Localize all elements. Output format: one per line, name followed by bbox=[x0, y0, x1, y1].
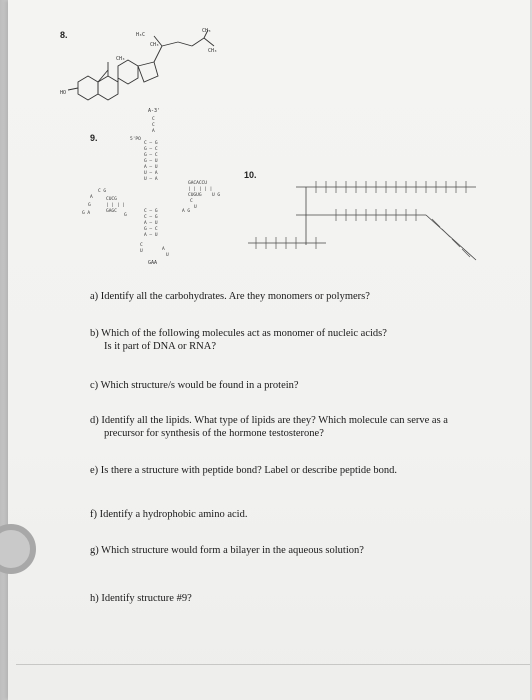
svg-text:A — U: A — U bbox=[144, 221, 158, 226]
worksheet-page bbox=[8, 0, 530, 700]
svg-text:A: A bbox=[152, 129, 155, 134]
svg-text:CUCG: CUCG bbox=[106, 197, 117, 202]
svg-text:G — C: G — C bbox=[144, 147, 158, 152]
svg-text:C: C bbox=[152, 123, 155, 128]
svg-text:C — G: C — G bbox=[144, 215, 158, 220]
question-d: d) Identify all the lipids. What type of lipids are they? Which molecule can serve as a precursor for synthesis of the hormone testosterone? bbox=[90, 415, 448, 439]
svg-text:C — G: C — G bbox=[144, 141, 158, 146]
svg-text:U G: U G bbox=[212, 193, 221, 198]
svg-text:U: U bbox=[140, 249, 143, 254]
page-edge bbox=[0, 0, 8, 700]
question-h: h) Identify structure #9? bbox=[90, 593, 192, 604]
svg-text:U — A: U — A bbox=[144, 177, 158, 182]
svg-text:A G: A G bbox=[182, 209, 191, 214]
phospholipid-structure bbox=[236, 175, 486, 275]
svg-text:U — A: U — A bbox=[144, 171, 158, 176]
svg-text:G — C: G — C bbox=[144, 227, 158, 232]
trna-structure bbox=[78, 100, 228, 280]
label-ch3-top: CH₃ bbox=[150, 42, 160, 48]
svg-text:A: A bbox=[90, 195, 93, 200]
page-bottom-rule bbox=[16, 664, 530, 665]
svg-text:U: U bbox=[166, 253, 169, 258]
question-f: f) Identify a hydrophobic amino acid. bbox=[90, 509, 248, 520]
svg-text:CUGUG: CUGUG bbox=[188, 193, 202, 198]
question-g: g) Which structure would form a bilayer in the aqueous solution? bbox=[90, 545, 364, 556]
svg-text:G A: G A bbox=[82, 211, 91, 216]
svg-text:C: C bbox=[140, 243, 143, 248]
svg-text:| | | | |: | | | | | bbox=[188, 187, 213, 192]
svg-text:G — U: G — U bbox=[144, 159, 158, 164]
label-ho: HO bbox=[60, 90, 67, 96]
svg-text:G — C: G — C bbox=[144, 153, 158, 158]
svg-text:C G: C G bbox=[98, 189, 107, 194]
label-h3c: H₃C bbox=[136, 32, 146, 38]
label-ch3-right: CH₃ bbox=[202, 28, 212, 34]
steroid-structure bbox=[58, 24, 238, 104]
svg-text:G: G bbox=[124, 213, 127, 218]
question-c: c) Which structure/s would be found in a protein? bbox=[90, 380, 299, 391]
figure-number-8: 8. bbox=[60, 30, 68, 40]
svg-text:C: C bbox=[152, 117, 155, 122]
label-five-prime: 5'PO bbox=[130, 137, 141, 142]
svg-text:A — U: A — U bbox=[144, 165, 158, 170]
svg-text:A — U: A — U bbox=[144, 233, 158, 238]
svg-text:U: U bbox=[194, 205, 197, 210]
label-ch3-far: CH₃ bbox=[208, 48, 218, 54]
question-b: b) Which of the following molecules act as monomer of nucleic acids? Is it part of DNA or RNA? bbox=[90, 328, 387, 352]
svg-text:A: A bbox=[162, 247, 165, 252]
svg-text:G: G bbox=[88, 203, 91, 208]
label-ch3-ring: CH₃ bbox=[116, 56, 126, 62]
svg-text:GAGC: GAGC bbox=[106, 209, 117, 214]
svg-text:C: C bbox=[190, 199, 193, 204]
svg-text:| | | |: | | | | bbox=[106, 203, 125, 208]
svg-text:C — G: C — G bbox=[144, 209, 158, 214]
label-acceptor-end: A-3' bbox=[148, 108, 161, 114]
question-e: e) Is there a structure with peptide bond? Label or describe peptide bond. bbox=[90, 465, 398, 476]
label-anticodon: GAA bbox=[148, 260, 158, 266]
figure-number-10: 10. bbox=[244, 170, 257, 180]
figure-number-9: 9. bbox=[90, 133, 98, 143]
question-a: a) Identify all the carbohydrates. Are they monomers or polymers? bbox=[90, 291, 370, 302]
svg-text:GACACCU: GACACCU bbox=[188, 181, 207, 186]
